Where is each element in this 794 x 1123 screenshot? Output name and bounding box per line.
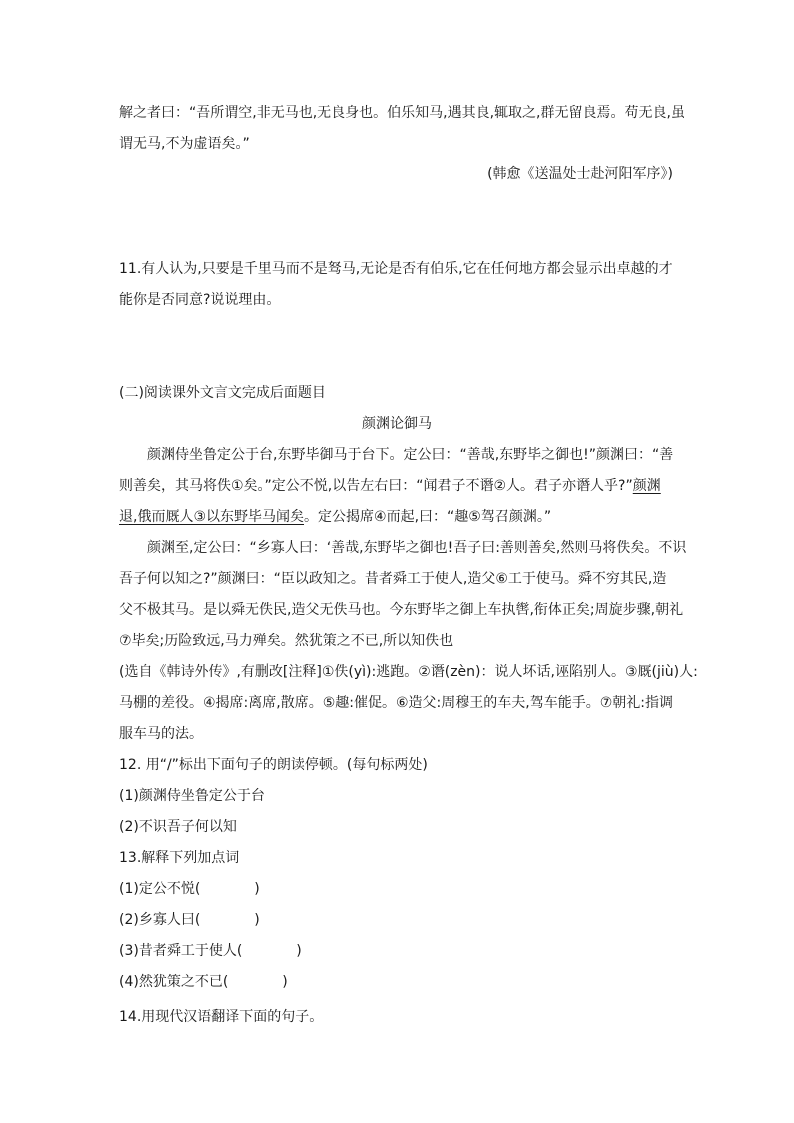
q13-stem: 13.解释下列加点词: [119, 850, 240, 866]
q12-stem: 12. 用“/”标出下面句子的朗读停顿。(每句标两处): [119, 757, 428, 773]
para1-line2: [119, 476, 661, 496]
q13-item3: [119, 941, 302, 961]
q11-line2: 能你是否同意?说说理由。: [119, 292, 281, 308]
notes-line3: 服车马的法。: [119, 726, 203, 742]
para2-line2: 吾子何以知之?”颜渊曰：“臣以政知之。昔者舜工于使人,造父⑥工于使马。舜不穷其民,造: [119, 571, 667, 587]
q13-item4-text: (4)然犹策之不已(: [119, 974, 229, 990]
para1-line1: 颜渊侍坐鲁定公于台,东野毕御马于台下。定公曰：“善哉,东野毕之御也!”颜渊曰：“善: [147, 447, 674, 463]
section2-heading: (二)阅读课外文言文完成后面题目: [119, 385, 326, 401]
q12-item2: (2)不识吾子何以知: [119, 819, 237, 835]
underlined-sentence-end: 退,俄而厩人③以东野毕马闻矣: [119, 509, 305, 525]
q13-item2-close: ): [254, 912, 260, 928]
notes-line2: 马棚的差役。④揭席:离席,散席。⑤趣:催促。⑥造父:周穆王的车夫,驾车能手。⑦朝礼:指调: [119, 695, 673, 711]
passage1-source: (韩愈《送温处士赴河阳军序》): [487, 166, 673, 182]
q13-item1: [119, 879, 260, 899]
q13-item1-close: ): [254, 881, 260, 897]
q13-item4-close: ): [282, 974, 288, 990]
para2-line4: ⑦毕矣;历险致远,马力殚矣。然犹策之不已,所以知佚也: [119, 633, 454, 649]
q11-line1: 11.有人认为,只要是千里马而不是驽马,无论是否有伯乐,它在任何地方都会显示出卓越的才: [119, 261, 673, 277]
para2-line3: 父不极其马。是以舜无佚民,造父无佚马也。今东野毕之御上车执辔,衔体正矣;周旋步骤,朝礼: [119, 602, 684, 618]
passage1-line2: 谓无马,不为虚语矣。”: [119, 136, 250, 152]
passage1-line1: 解之者曰：“吾所谓空,非无马也,无良身也。伯乐知马,遇其良,辄取之,群无留良焉。苟无良,虽: [119, 105, 685, 121]
q13-item2-text: (2)乡寡人曰(: [119, 912, 201, 928]
para1-line3-text: 。定公揭席④而起,曰：“趣⑤驾召颜渊。”: [304, 509, 552, 525]
para2-line1: 颜渊至,定公曰：“乡寡人曰：‘善哉,东野毕之御也!吾子曰:善则善矣,然则马将佚矣。不识: [147, 540, 687, 556]
q13-item4: [119, 972, 288, 992]
q13-item2: [119, 910, 260, 930]
para1-line2-text: 则善矣，其马将佚①矣。”定公不悦,以告左右曰：“闻君子不谮②人。君子亦谮人乎?”: [119, 478, 633, 494]
q13-item1-text: (1)定公不悦(: [119, 881, 201, 897]
q14-stem: 14.用现代汉语翻译下面的句子。: [119, 1009, 324, 1025]
notes-line1: (选自《韩诗外传》,有删改[注释]①佚(yì):逃跑。②谮(zèn)：说人坏话,诬陷别人。③厩(jiù)人:: [119, 664, 698, 680]
q13-item3-text: (3)昔者舜工于使人(: [119, 943, 243, 959]
underlined-sentence-start: 颜渊: [632, 478, 661, 494]
para1-line3: [119, 507, 551, 527]
passage-title: 颜渊论御马: [362, 416, 432, 432]
q13-item3-close: ): [296, 943, 302, 959]
q12-item1: (1)颜渊侍坐鲁定公于台: [119, 788, 265, 804]
